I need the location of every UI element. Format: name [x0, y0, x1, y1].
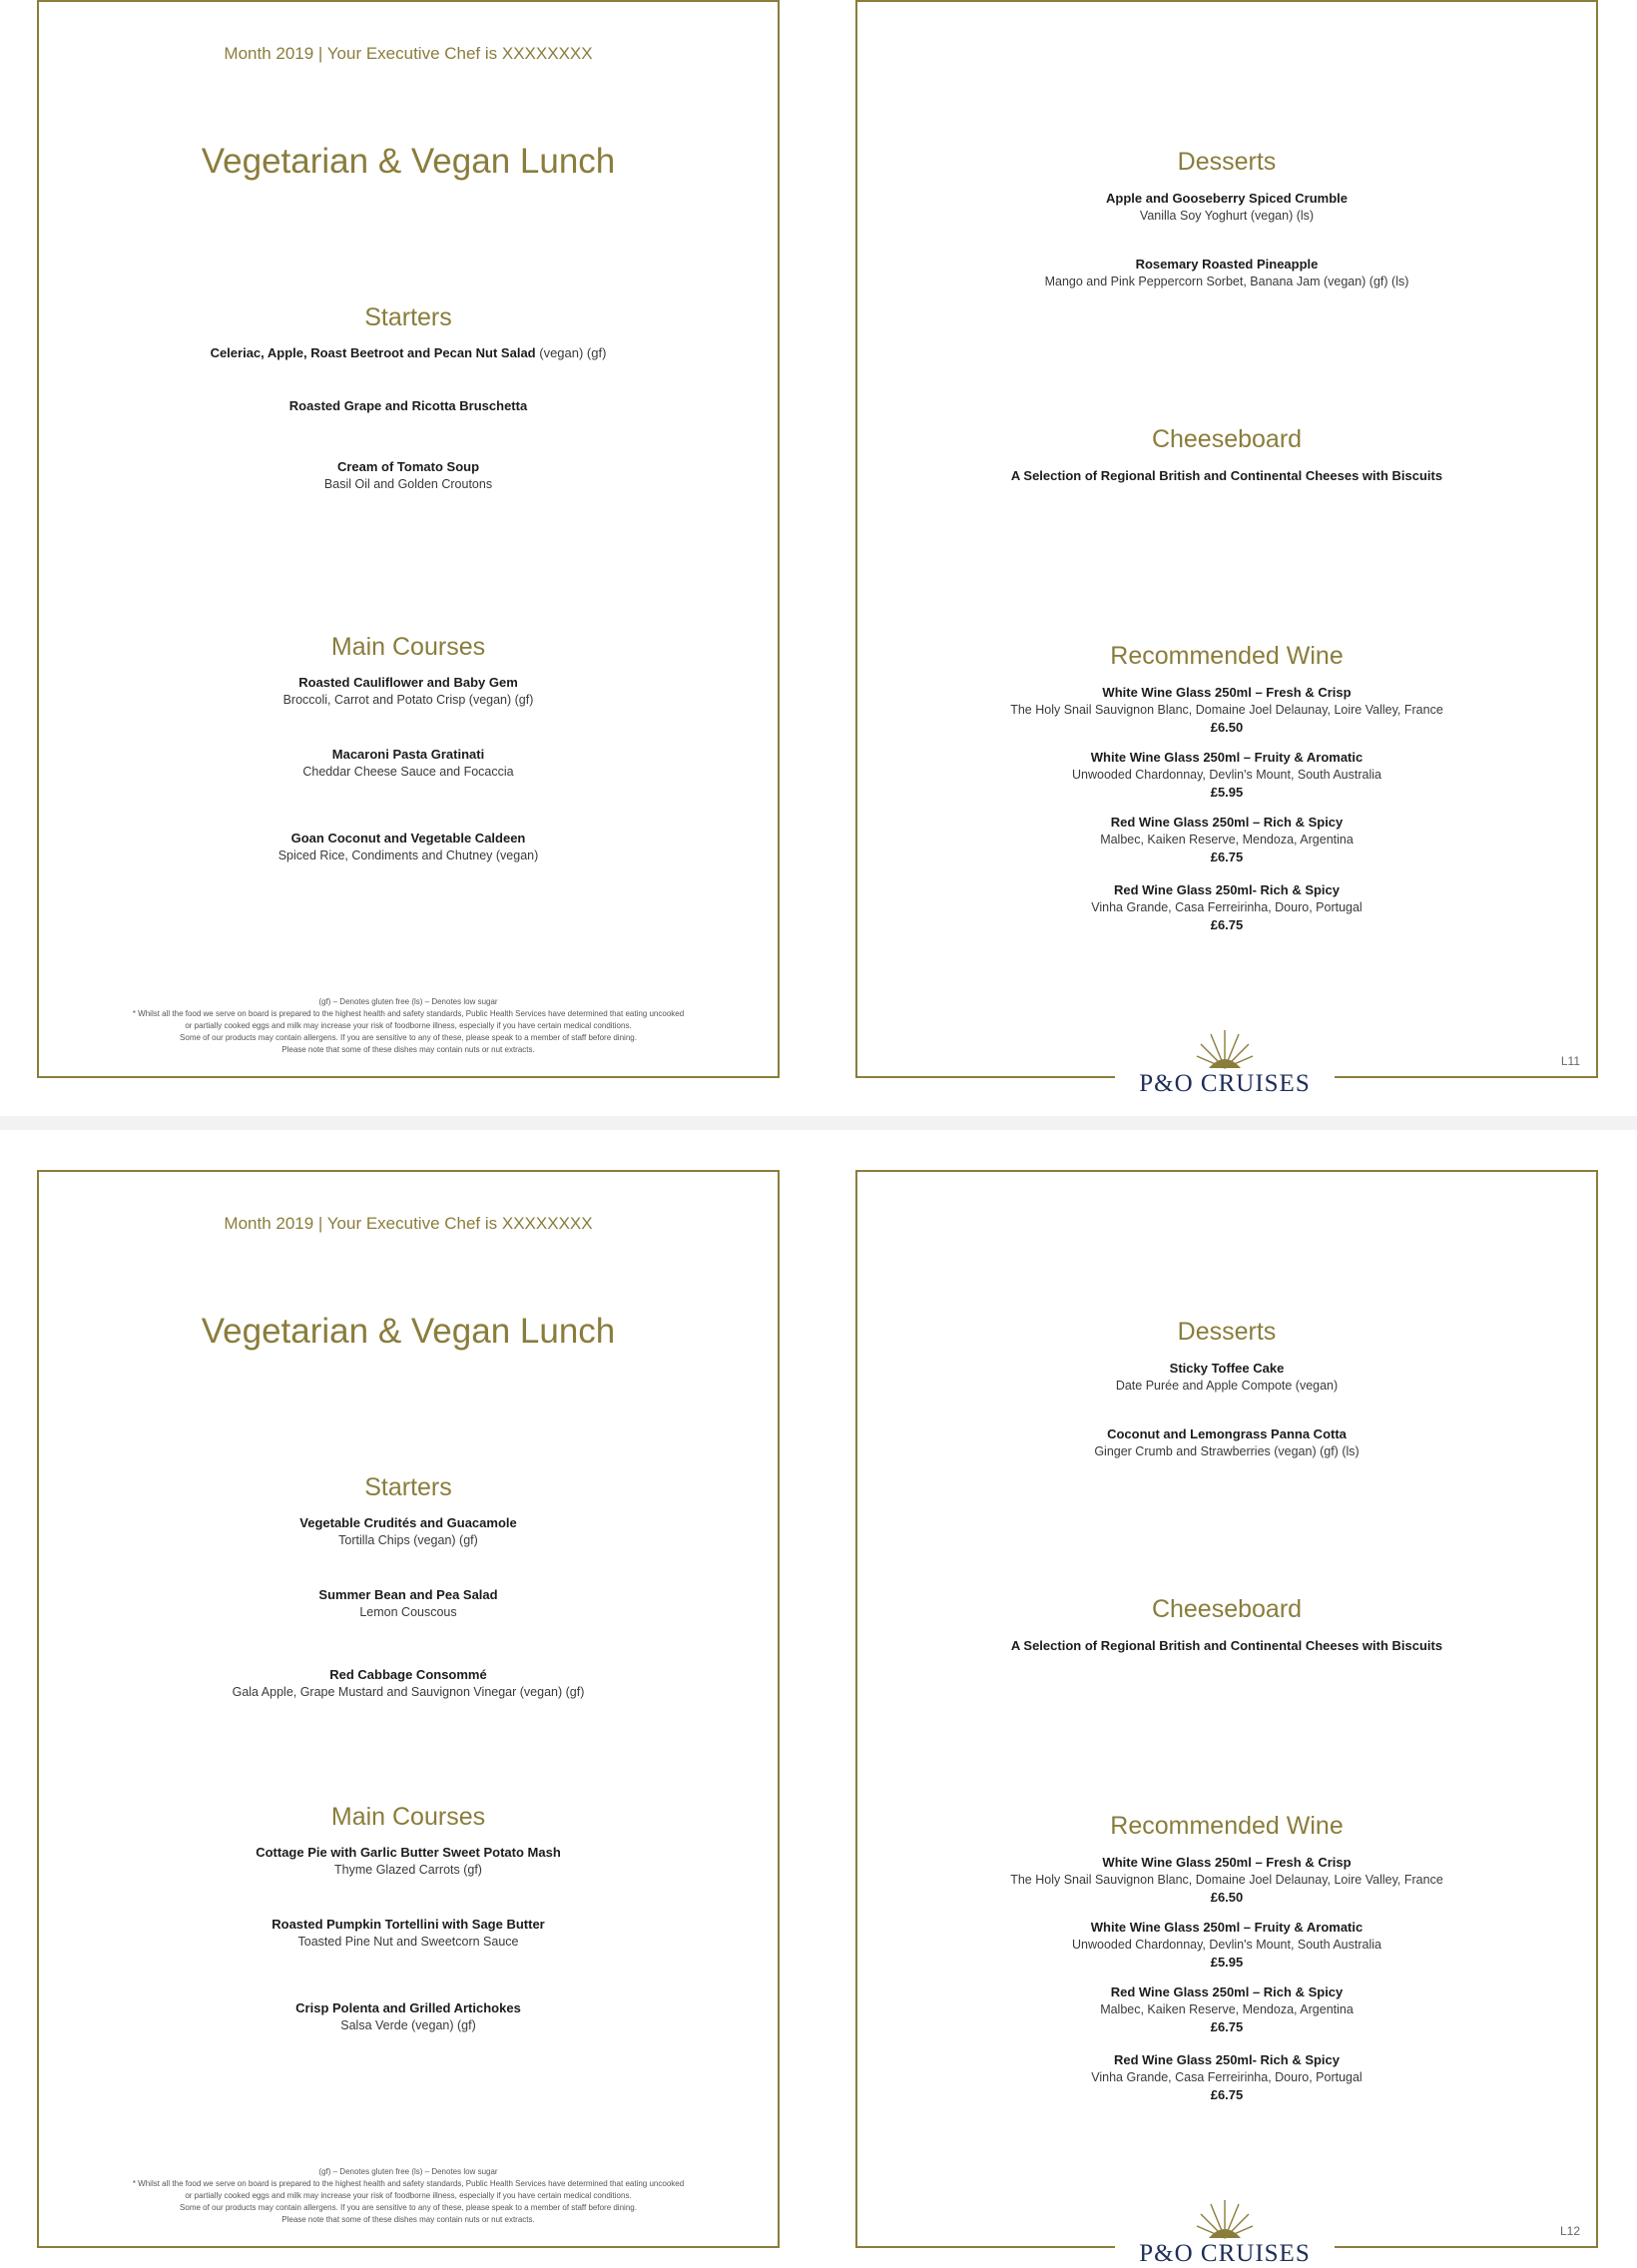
- item-name: Red Wine Glass 250ml- Rich & Spicy: [1113, 2052, 1340, 2067]
- footnote-line: or partially cooked eggs and milk may increase your risk of foodborne illness, especially if you have certain medical conditions.: [185, 1021, 632, 1030]
- allergen-footnotes: [59, 996, 758, 1056]
- item-description: Basil Oil and Golden Croutons: [323, 477, 493, 491]
- item-description: Tortilla Chips (vegan) (gf): [338, 1533, 478, 1547]
- menu-page-left-2: [37, 1170, 780, 2248]
- item-description: The Holy Snail Sauvignon Blanc, Domaine Joel Delaunay, Loire Valley, France: [1010, 1873, 1443, 1887]
- footnote-line: Please note that some of these dishes may contain nuts or nut extracts.: [281, 1045, 535, 1054]
- item-description: Malbec, Kaiken Reserve, Mendoza, Argentina: [1100, 2002, 1354, 2016]
- main-course-item: [39, 1999, 778, 2034]
- main-course-item: [39, 674, 778, 709]
- main-courses-title: Main Courses: [330, 633, 486, 661]
- wine-item: [857, 2051, 1596, 2103]
- footnote-line: (gf) – Denotes gluten free (ls) – Denotes low sugar: [318, 997, 498, 1006]
- item-description: Unwooded Chardonnay, Devlin's Mount, South Australia: [1072, 768, 1381, 782]
- cheeseboard-title: Cheeseboard: [1151, 1595, 1303, 1623]
- menu-page-right-1: [855, 0, 1598, 1078]
- dessert-item: [857, 1425, 1596, 1460]
- main-course-item: [39, 1844, 778, 1879]
- item-name: Red Wine Glass 250ml – Rich & Spicy: [1110, 1984, 1344, 1999]
- item-name: Goan Coconut and Vegetable Caldeen: [290, 831, 526, 846]
- main-course-item: [39, 830, 778, 864]
- main-courses-title: Main Courses: [330, 1803, 486, 1831]
- item-price: £6.75: [1210, 850, 1244, 864]
- item-name: White Wine Glass 250ml – Fresh & Crisp: [1102, 685, 1352, 700]
- footnote-line: * Whilst all the food we serve on board is prepared to the highest health and safety standards, Public Health Services have determined that eating uncooked: [132, 1009, 685, 1018]
- item-name: Sticky Toffee Cake: [1169, 1361, 1285, 1376]
- cheeseboard-item: [857, 1637, 1596, 1655]
- item-description: The Holy Snail Sauvignon Blanc, Domaine Joel Delaunay, Loire Valley, France: [1010, 703, 1443, 717]
- item-description: Vinha Grande, Casa Ferreirinha, Douro, Portugal: [1091, 2070, 1363, 2084]
- wine-item: [857, 1854, 1596, 1906]
- starter-item: [39, 1586, 778, 1621]
- item-tags: (vegan) (gf): [535, 345, 607, 360]
- sun-star-icon: [1195, 2198, 1255, 2240]
- item-name: Crisp Polenta and Grilled Artichokes: [295, 2000, 521, 2015]
- main-course-item: [39, 746, 778, 781]
- item-name: Macaroni Pasta Gratinati: [331, 747, 485, 762]
- main-course-item: [39, 1916, 778, 1951]
- item-name: Summer Bean and Pea Salad: [318, 1587, 498, 1602]
- item-name: White Wine Glass 250ml – Fruity & Aromatic: [1090, 1920, 1364, 1935]
- item-name: Rosemary Roasted Pineapple: [1135, 257, 1319, 272]
- footnote-line: Some of our products may contain allergens. If you are sensitive to any of these, please speak to a member of staff before dining.: [180, 1033, 637, 1042]
- item-name: Cream of Tomato Soup: [336, 459, 480, 474]
- item-price: £6.75: [1210, 2087, 1244, 2102]
- item-price: £6.50: [1210, 1890, 1244, 1905]
- wine-item: [857, 749, 1596, 801]
- starters-title: Starters: [364, 303, 452, 331]
- item-description: Mango and Pink Peppercorn Sorbet, Banana Jam (vegan) (gf) (ls): [1044, 275, 1409, 288]
- item-description: Gala Apple, Grape Mustard and Sauvignon Vinegar (vegan) (gf): [232, 1685, 585, 1699]
- menu-title: Vegetarian & Vegan Lunch: [201, 142, 616, 181]
- item-description: Broccoli, Carrot and Potato Crisp (vegan) (gf): [282, 693, 534, 707]
- item-description: Malbec, Kaiken Reserve, Mendoza, Argentina: [1100, 833, 1354, 847]
- item-name: Roasted Grape and Ricotta Bruschetta: [288, 398, 528, 413]
- menu-header: Month 2019 | Your Executive Chef is XXXXXXXX: [224, 44, 593, 63]
- item-name: Roasted Pumpkin Tortellini with Sage Butter: [272, 1917, 545, 1932]
- wine-item: [857, 1919, 1596, 1971]
- logo-text: P&O CRUISES: [1139, 2240, 1311, 2267]
- allergen-footnotes: [59, 2166, 758, 2226]
- item-description: Cheddar Cheese Sauce and Focaccia: [302, 765, 514, 779]
- menu-page-left-1: [37, 0, 780, 1078]
- logo-text: P&O CRUISES: [1139, 1070, 1311, 1097]
- starter-item: [39, 1666, 778, 1701]
- item-name: Celeriac, Apple, Roast Beetroot and Pecan Nut Salad: [210, 345, 536, 360]
- starter-item: [39, 1514, 778, 1549]
- item-description: Salsa Verde (vegan) (gf): [340, 2018, 476, 2032]
- sun-star-icon: [1195, 1028, 1255, 1070]
- item-description: Lemon Couscous: [359, 1605, 457, 1619]
- page-number: L11: [1560, 1054, 1580, 1068]
- item-name: Red Cabbage Consommé: [329, 1667, 487, 1682]
- desserts-title: Desserts: [1177, 148, 1277, 176]
- item-description: Vinha Grande, Casa Ferreirinha, Douro, Portugal: [1091, 900, 1363, 914]
- item-price: £6.50: [1210, 720, 1244, 735]
- wine-item: [857, 684, 1596, 736]
- page-number: L12: [1559, 2224, 1580, 2238]
- item-name: Apple and Gooseberry Spiced Crumble: [1106, 191, 1348, 206]
- item-name: Coconut and Lemongrass Panna Cotta: [1107, 1426, 1347, 1441]
- wine-item: [857, 814, 1596, 865]
- item-name: A Selection of Regional British and Continental Cheeses with Biscuits: [1010, 468, 1443, 483]
- item-name: Vegetable Crudités and Guacamole: [299, 1515, 517, 1530]
- item-description: Date Purée and Apple Compote (vegan): [1115, 1379, 1339, 1393]
- item-name: Cottage Pie with Garlic Butter Sweet Potato Mash: [256, 1845, 561, 1860]
- dessert-item: [857, 1360, 1596, 1395]
- menu-page-right-2: [855, 1170, 1598, 2248]
- footnote-line: * Whilst all the food we serve on board is prepared to the highest health and safety standards, Public Health Services have determined that eating uncooked: [132, 2179, 685, 2188]
- footnote-line: (gf) – Denotes gluten free (ls) – Denotes low sugar: [318, 2167, 498, 2176]
- menu-title: Vegetarian & Vegan Lunch: [201, 1312, 616, 1351]
- wine-item: [857, 881, 1596, 933]
- starter-item: [39, 397, 778, 415]
- wine-title: Recommended Wine: [1110, 1812, 1344, 1840]
- starters-title: Starters: [364, 1473, 452, 1501]
- wine-item: [857, 1984, 1596, 2035]
- item-name: Red Wine Glass 250ml- Rich & Spicy: [1113, 882, 1340, 897]
- item-price: £5.95: [1210, 785, 1244, 800]
- item-name: White Wine Glass 250ml – Fruity & Aromatic: [1090, 750, 1364, 765]
- po-cruises-logo: [1115, 1028, 1335, 1098]
- po-cruises-logo: [1115, 2198, 1335, 2268]
- cheeseboard-title: Cheeseboard: [1151, 425, 1303, 453]
- desserts-title: Desserts: [1177, 1318, 1277, 1346]
- item-price: £6.75: [1210, 2019, 1244, 2034]
- item-description: Spiced Rice, Condiments and Chutney (vegan): [277, 849, 539, 862]
- footnote-line: Some of our products may contain allergens. If you are sensitive to any of these, please speak to a member of staff before dining.: [180, 2203, 637, 2212]
- item-name: A Selection of Regional British and Continental Cheeses with Biscuits: [1010, 1638, 1443, 1653]
- footnote-line: Please note that some of these dishes may contain nuts or nut extracts.: [281, 2215, 535, 2224]
- item-description: Toasted Pine Nut and Sweetcorn Sauce: [297, 1935, 519, 1949]
- starter-item: [39, 344, 778, 362]
- dessert-item: [857, 190, 1596, 225]
- item-name: Roasted Cauliflower and Baby Gem: [298, 675, 518, 690]
- wine-title: Recommended Wine: [1110, 642, 1344, 670]
- item-description: Thyme Glazed Carrots (gf): [334, 1863, 482, 1877]
- item-name: White Wine Glass 250ml – Fresh & Crisp: [1102, 1855, 1352, 1870]
- item-description: Ginger Crumb and Strawberries (vegan) (gf) (ls): [1094, 1444, 1360, 1458]
- item-name: Red Wine Glass 250ml – Rich & Spicy: [1110, 815, 1344, 830]
- footnote-line: or partially cooked eggs and milk may increase your risk of foodborne illness, especially if you have certain medical conditions.: [185, 2191, 632, 2200]
- item-price: £6.75: [1210, 917, 1244, 932]
- menu-header: Month 2019 | Your Executive Chef is XXXXXXXX: [224, 1214, 593, 1233]
- item-price: £5.95: [1210, 1955, 1244, 1970]
- cheeseboard-item: [857, 467, 1596, 485]
- starter-item: [39, 458, 778, 493]
- item-description: Vanilla Soy Yoghurt (vegan) (ls): [1139, 209, 1315, 223]
- dessert-item: [857, 256, 1596, 290]
- page-divider: [0, 1116, 1637, 1130]
- item-description: Unwooded Chardonnay, Devlin's Mount, South Australia: [1072, 1938, 1381, 1952]
